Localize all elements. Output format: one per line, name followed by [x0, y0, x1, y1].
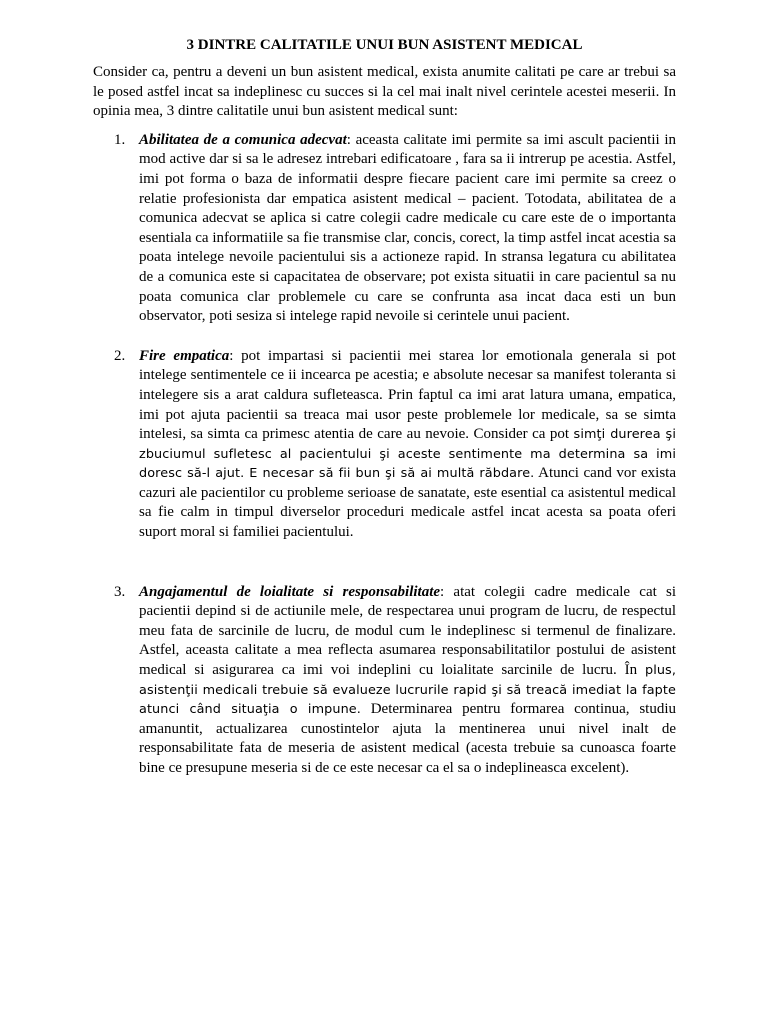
quality-description-alt-font: simţi durerea şi zbuciumul sufletesc al pacientului şi aceste sentimente ma determina sa imi doresc să-l ajut. E necesar să fii bun şi să ai multă răbdare. [139, 427, 676, 482]
quality-term: Angajamentul de loialitate si responsabilitate [139, 583, 441, 600]
qualities-list [93, 131, 676, 779]
quality-description: : aceasta calitate imi permite sa imi ascult pacientii in mod active dar si sa le adresez intrebari edificatoare , fara sa ii intrerup pe acestia. Astfel, imi pot forma o baza de informatii despre fiecare pacient care imi permite sa creez o relatie profesionista dar empatica asistent medical – pacient. Totodata, abilitatea de a comunica adecvat se aplica si catre colegii cadre medicale cu care este de o importanta esentiala ca informatiile sa fie transmise clar, concis, corect, la timp astfel incat acestia sa poata intelege nevoile pacientului sis a actioneze rapid. In stransa legatura cu abilitatea de a comunica este si capacitatea de observare; pot exista situatii in care pacientul sa nu poata comunica clar problemele cu care se confrunta asa incat daca esti un bun observator, poti sesiza si intelege rapid nevoile si cerintele unui pacient. [139, 131, 676, 325]
intro-paragraph: Consider ca, pentru a deveni un bun asistent medical, exista anumite calitati pe care ar trebui sa le posed astfel incat sa indeplinesc cu succes si la cel mai inalt nivel cerintele acestei meserii. In opinia mea, 3 dintre calitatile unui bun asistent medical sunt: [93, 64, 676, 120]
quality-description-continued: Determinarea pentru formarea continua, studiu amanuntit, actualizarea cunostintelor ajuta la mentinerea unui nivel inalt de responsabilitate fata de meseria de asistent medical (acesta trebuie sa cunoasca foarte bine ce presupune meseria si de ce este necesar ca el sa o indeplineasca excelent). [139, 701, 676, 776]
list-number: 2. [114, 347, 126, 364]
list-item-empathy [93, 347, 676, 543]
quality-description: : atat colegii cadre medicale cat si pacientii depind si de actiunile mele, de respectarea unui program de lucru, de respectul meu fata de sarcinile de lucru, de modul cum le indeplinesc si termenul de finalizare. Astfel, aceasta calitate a mea reflecta asumarea responsabilitatilor postului de asistent medical si asigurarea ca imi voi indeplini cu loialitate sarcinile de lucru. În [139, 583, 676, 679]
list-item-communication [93, 131, 676, 327]
quality-description: : pot impartasi si pacientii mei starea lor emotionala generala si pot intelege sentimentele ce ii incearca pe acestia; e absolute necesar sa manifest toleranta si intelegere sis a arat caldura sufleteasca. Prin faptul ca imi arat latura umana, empatica, imi pot ajuta pacientii sa treaca mai usor peste problemele lor medicale, sa se simta intelesi, sa simta ca primesc atentia de care au nevoie. Consider ca pot [139, 347, 676, 443]
list-item-loyalty [93, 583, 676, 779]
document-title: 3 DINTRE CALITATILE UNUI BUN ASISTENT MEDICAL [186, 37, 583, 53]
list-number: 1. [114, 131, 126, 148]
quality-description-continued: Atunci cand vor exista cazuri ale pacientilor cu probleme serioase de sanatate, este esential ca asistentul medical sa fie calm in timpul diverselor proceduri medicale astfel incat acesta sa poata oferi suport moral si familiei pacientului. [139, 465, 677, 541]
quality-term: Fire empatica [139, 347, 230, 364]
quality-term: Abilitatea de a comunica adecvat [139, 131, 347, 148]
list-number: 3. [114, 583, 126, 600]
quality-description-alt-font: plus, asistenţii medicali trebuie să evalueze lucrurile rapid şi să treacă imediat la fapte atunci când situaţia o impune. [139, 663, 676, 718]
